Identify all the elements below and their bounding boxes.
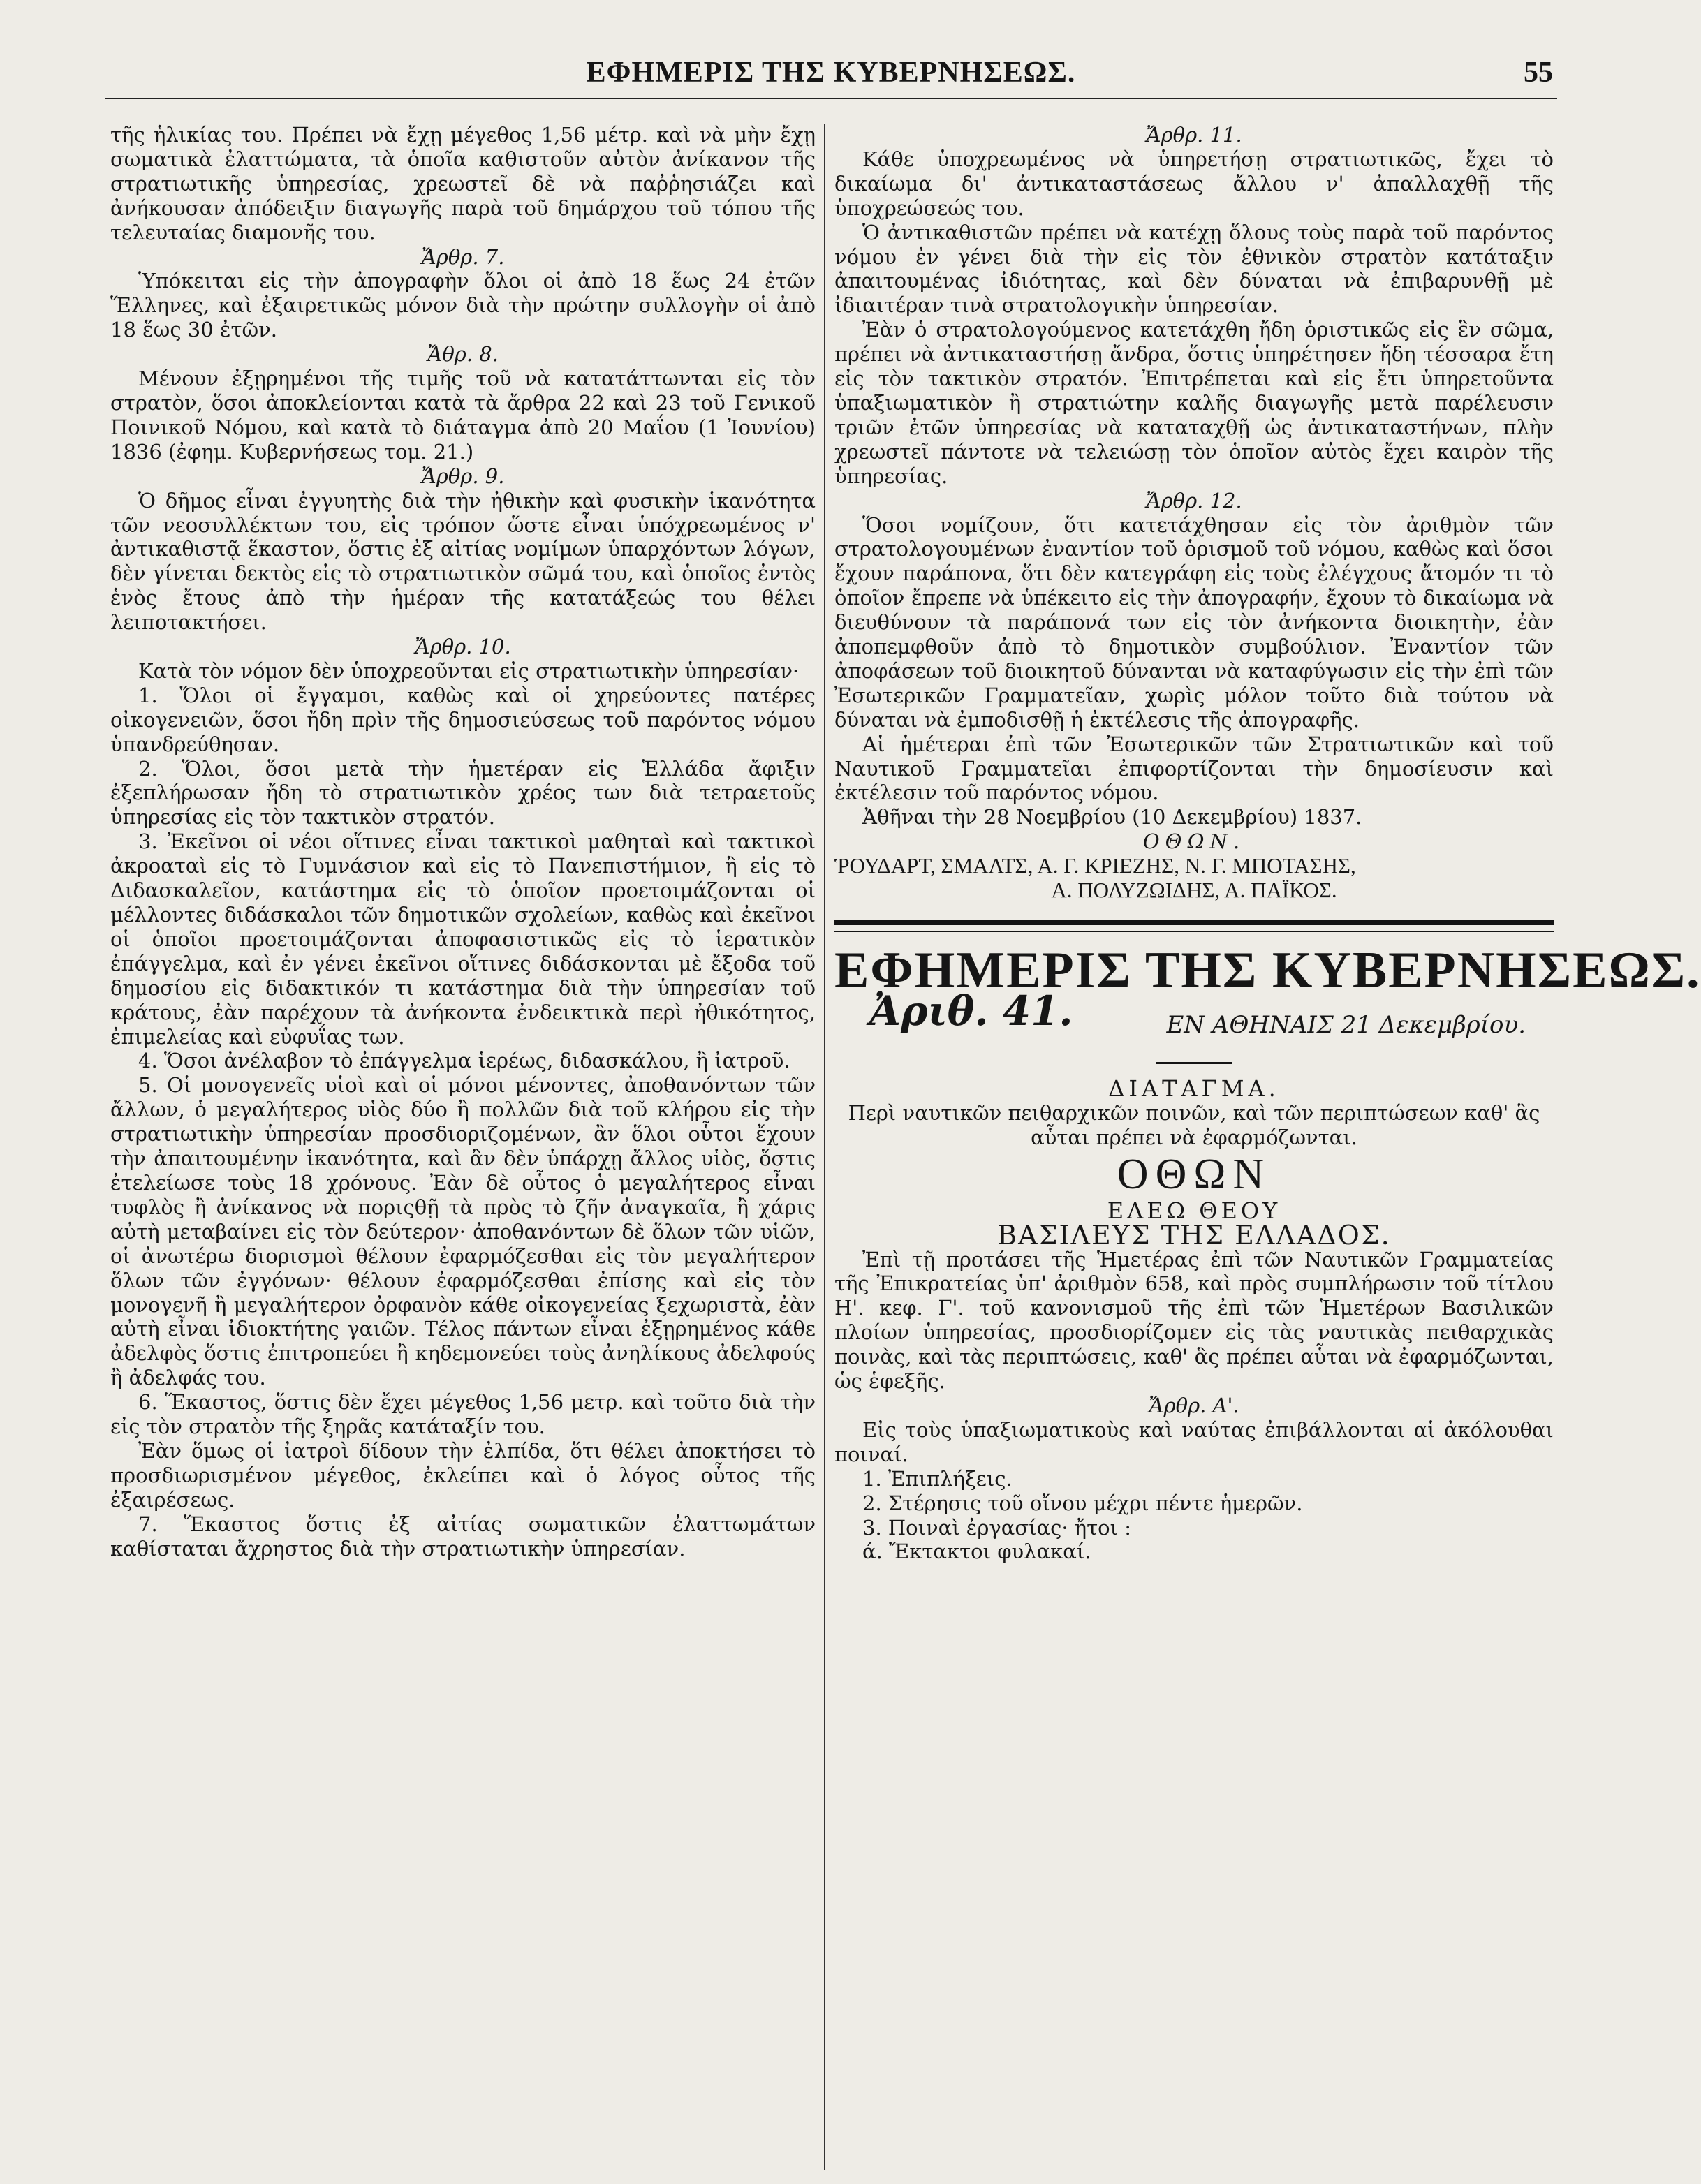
section-rule-thin [834,931,1554,932]
paragraph: Μένουν ἐξῃρημένοι τῆς τιμῆς τοῦ νὰ κατατάττωνται εἰς τὸν στρατὸν, ὅσοι ἀποκλείονται κατὰ τὰ ἄρθρα 22 καὶ 23 τοῦ Γενικοῦ Ποινικοῦ Νόμου, καὶ κατὰ τὸ διάταγμα ἀπὸ 20 Μαΐου (1 Ἰουνίου) 1836 (ἐφημ. Κυβερνήσεως τομ. 21.) [110,367,816,464]
list-item: 2. Ὅλοι, ὅσοι μετὰ τὴν ἡμετέραν εἰς Ἑλλάδα ἄφιξιν ἐξεπλήρωσαν ἤδη τὸ στρατιωτικὸν χρέος των διὰ τετραετοῦς ὑπηρεσίας εἰς τὸν τακτικὸν στρατόν. [110,756,816,829]
paragraph: τῆς ἡλικίας του. Πρέπει νὰ ἔχῃ μέγεθος 1,56 μέτρ. καὶ νὰ μὴν ἔχῃ σωματικὰ ἐλαττώματα, τὰ ὁποῖα καθιστοῦν αὐτὸν ἀνίκανον τῆς στρατιωτικῆς ὑπηρεσίας, χρεωστεῖ δὲ νὰ παῤῥησιάζει καὶ ἀνήκουσαν ἀπόδειξιν διαγωγῆς παρὰ τοῦ δημάρχου τοῦ τόπου τῆς τελευταίας διαμονῆς του. [110,123,816,244]
article-heading: Ἄρθρ. 9. [421,464,505,488]
paragraph: Αἱ ἡμέτεραι ἐπὶ τῶν Ἐσωτερικῶν τῶν Στρατιωτικῶν καὶ τοῦ Ναυτικοῦ Γραμματεῖαι ἐπιφορτίζονται τὴν δημοσίευσιν καὶ ἐκτέλεσιν τοῦ παρόντος νόμου. [834,732,1554,805]
list-item: 4. Ὅσοι ἀνέλαβον τὸ ἐπάγγελμα ἱερέως, διδασκάλου, ἢ ἰατροῦ. [138,1049,790,1073]
issue-date: ΕΝ ΑΘΗΝΑΙΣ 21 Δεκεμβρίου. [1166,1011,1526,1039]
list-item: 3. Ποιναὶ ἐργασίας· ἤτοι : [862,1515,1132,1540]
article-heading: Ἄρθρ. 12. [1146,488,1242,512]
list-item: 2. Στέρησις τοῦ οἴνου μέχρι πέντε ἡμερῶν. [862,1491,1303,1515]
right-column [834,123,1701,1564]
decree-subject: Περὶ ναυτικῶν πειθαρχικῶν ποινῶν, καὶ τῶν περιπτώσεων καθ' ἃς αὗται πρέπει νὰ ἐφαρμόζωνται. [848,1100,1540,1149]
section-rule-thick [834,920,1554,925]
header-rule [105,98,1557,99]
article-heading: Ἄρθρ. 11. [1146,123,1242,147]
page-header [105,56,1557,98]
left-column [110,123,816,1560]
paragraph: Ἐὰν ὅμως οἱ ἰατροὶ δίδουν τὴν ἐλπίδα, ὅτι θέλει ἀποκτήσει τὸ προσδιωρισμένον μέγεθος, ἐκλείπει καὶ ὁ λόγος οὗτος τῆς ἐξαιρέσεως. [110,1438,816,1512]
paragraph: Ὅσοι νομίζουν, ὅτι κατετάχθησαν εἰς τὸν ἀριθμὸν τῶν στρατολογουμένων ἐναντίον τοῦ ὁρισμοῦ τοῦ νόμου, καθὼς καὶ ὅσοι ἔχουν παράπονα, ὅτι δὲν κατεγράφη εἰς τοὺς ἐλέγχους ἄτομόν τι τὸ ὁποῖον ἔπρεπε νὰ ὑπέκειτο εἰς τὴν ἀπογραφήν, ἔχουν τὸ δικαίωμα νὰ διευθύνουν τὰ παράπονά των εἰς τὸν ἀνήκοντα διοικητὴν, ἐὰν ἀποπεμφθοῦν ἀπὸ τὸ δημοτικὸν συμβούλιον. Ἐναντίον τῶν ἀποφάσεων τοῦ διοικητοῦ δύνανται νὰ καταφύγωσιν εἰς τὴν ἐπὶ τῶν Ἐσωτερικῶν Γραμματεῖαν, χωρὶς μόλον τοῦτο διὰ τούτου νὰ δύναται νὰ ἐμποδισθῇ ἡ ἐκτέλεσις τῆς ἀπογραφῆς. [834,512,1554,732]
page-number: 55 [1524,57,1553,89]
issue-line [834,987,1554,1052]
decree-title: ΔΙΑΤΑΓΜΑ. [1108,1075,1280,1102]
eleo-theou: ΕΛΕΩ ΘΕΟΥ [1107,1197,1281,1224]
short-rule [1156,1062,1232,1064]
king-title: ΒΑΣΙΛΕΥΣ ΤΗΣ ΕΛΛΑΔΟΣ. [997,1219,1391,1250]
list-item: 7. Ἕκαστος ὅστις ἐξ αἰτίας σωματικῶν ἐλαττωμάτων καθίσταται ἄχρηστος διὰ τὴν στρατιωτικὴν ὑπηρεσίαν. [110,1512,816,1560]
paragraph: Ἐὰν ὁ στρατολογούμενος κατετάχθη ἤδη ὁριστικῶς εἰς ἓν σῶμα, πρέπει νὰ ἀντικαταστήσῃ ἄνδρα, ὅστις ὑπηρέτησεν ἤδη τέσσαρα ἔτη εἰς τὸν τακτικὸν στρατόν. Ἐπιτρέπεται καὶ εἰς ἔτι ὑπηρετοῦντα ὑπαξιωματικὸν ἢ στρατιώτην καλῆς διαγωγῆς μετὰ παρέλευσιν τριῶν ἐτῶν ὑπηρεσίας νὰ καταταχθῇ ὡς ἀντικαταστήνων, πλὴν χρεωστεῖ πάντοτε νὰ τελειώσῃ τὸν ὁποῖον αὐτὸς ἔχει καιρὸν τῆς ὑπηρεσίας. [834,318,1554,488]
running-title: ΕΦΗΜΕΡΙΣ ΤΗΣ ΚΥΒΕΡΝΗΣΕΩΣ. [586,57,1076,89]
minister-signatures: Α. ΠΟΛΥΖΩΙΔΗΣ, Α. ΠΑΪΚΟΣ. [1051,878,1337,903]
minister-signatures: ῬΟΥΔΑΡΤ, ΣΜΑΛΤΣ, Α. Γ. ΚΡΙΕΖΗΣ, Ν. Γ. ΜΠΟΤΑΣΗΣ, [834,853,1356,878]
masthead-title: ΕΦΗΜΕΡΙΣ ΤΗΣ ΚΥΒΕΡΝΗΣΕΩΣ. [834,942,1701,999]
article-heading: Ἄρθρ. 7. [421,244,505,269]
paragraph: Κάθε ὑποχρεωμένος νὰ ὑπηρετήσῃ στρατιωτικῶς, ἔχει τὸ δικαίωμα δι' ἀντικαταστάσεως ἄλλου ν' ἀπαλλαχθῇ τῆς ὑποχρεώσεώς του. [834,147,1554,220]
list-item: 1. Ὅλοι οἱ ἔγγαμοι, καθὼς καὶ οἱ χηρεύοντες πατέρες οἰκογενειῶν, ὅσοι ἤδη πρὶν τῆς δημοσιεύσεως τοῦ παρόντος νόμου ὑπανδρεύθησαν. [110,683,816,756]
list-item: 3. Ἐκεῖνοι οἱ νέοι οἵτινες εἶναι τακτικοὶ μαθηταὶ καὶ τακτικοὶ ἀκροαταὶ εἰς τὸ Γυμνάσιον καὶ εἰς τὸ Πανεπιστήμιον, ἢ εἰς τὸ Διδασκαλεῖον, κατάστημα εἰς τὸ ὁποῖον προετοιμάζονται οἱ μέλλοντες διδάσκαλοι τῶν δημοτικῶν σχολείων, καθὼς καὶ ἐκεῖνοι οἱ ὁποῖοι προετοιμάζονται ἀποφασιστικῶς εἰς τὸ ἱερατικὸν ἐπάγγελμα, καὶ ἐν γένει ἐκεῖνοι οἵτινες διδάσκονται μὲ ἔξοδα τοῦ δημοσίου εἰς διδακτικόν τι κατάστημα διὰ τὴν ὑπηρεσίαν τοῦ κράτους, ἐὰν παρέχουν τὰ ἀνήκοντα ἐνδεικτικὰ περὶ ἠθικότητος, ἐπιμελείας καὶ εὐφυΐας των. [110,829,816,1049]
paragraph: Ὁ ἀντικαθιστῶν πρέπει νὰ κατέχῃ ὅλους τοὺς παρὰ τοῦ παρόντος νόμου ἐν γένει διὰ τὴν εἰς τὸν ἐθνικὸν στρατὸν κατάταξιν ἀπαιτουμένας ἰδιότητας, καὶ δὲν δύναται νὰ ἐπιβαρυνθῇ μὲ ἰδιαιτέραν τινὰ στρατολογικὴν ὑπηρεσίαν. [834,220,1554,318]
paragraph: Ἐπὶ τῇ προτάσει τῆς Ἡμετέρας ἐπὶ τῶν Ναυτικῶν Γραμματείας τῆς Ἐπικρατείας ὑπ' ἀριθμὸν 658, καὶ πρὸς συμπλήρωσιν τοῦ τίτλου Η'. κεφ. Γ'. τοῦ κανονισμοῦ τῆς ἐπὶ τῶν Ἡμετέρων Βασιλικῶν πλοίων ὑπηρεσίας, προσδιορίζομεν εἰς τὰς ναυτικὰς πειθαρχικὰς ποινὰς, καὶ τὰς περιπτώσεις, καθ' ἃς πρέπει αὗται νὰ ἐφαρμόζωνται, ὡς ἑφεξῆς. [834,1247,1554,1394]
column-divider [824,124,825,2170]
list-item: 1. Ἐπιπλήξεις. [862,1466,1012,1491]
article-heading: Ἄθρ. 8. [427,342,499,367]
article-heading: Ἄρθρ. 10. [415,635,511,659]
article-heading: Ἄρθρ. Α'. [1149,1393,1239,1417]
king-signature: ΟΘΩΝ. [1142,829,1246,854]
issue-number: Ἀριθ. 41. [869,987,1073,1035]
list-item: 6. Ἕκαστος, ὅστις δὲν ἔχει μέγεθος 1,56 μετρ. καὶ τοῦτο διὰ τὴν εἰς τὸν στρατὸν τῆς ξηρᾶς κατάταξίν του. [110,1390,816,1439]
paragraph: Εἰς τοὺς ὑπαξιωματικοὺς καὶ ναύτας ἐπιβάλλονται αἱ ἀκόλουθαι ποιναί. [834,1417,1554,1466]
list-item: ά. Ἔκτακτοι φυλακαί. [862,1540,1091,1564]
paragraph: Ὑπόκειται εἰς τὴν ἀπογραφὴν ὅλοι οἱ ἀπὸ 18 ἕως 24 ἐτῶν Ἕλληνες, καὶ ἐξαιρετικῶς μόνον διὰ τὴν πρώτην συλλογὴν οἱ ἀπὸ 18 ἕως 30 ἐτῶν. [110,269,816,342]
list-item: 5. Οἱ μονογενεῖς υἱοὶ καὶ οἱ μόνοι μένοντες, ἀποθανόντων τῶν ἄλλων, ὁ μεγαλήτερος υἱὸς δύο ἢ πολλῶν διὰ τοῦ κλήρου εἰς τὴν στρατιωτικὴν ὑπηρεσίαν προσδιοριζομένων, ἂν ὅλοι οὗτοι ἔχουν τὴν ἀπαιτουμένην ἱκανότητα, καὶ ἂν δὲν ὑπάρχῃ ἄλλος υἱὸς, ὅστις ἐτελείωσε τοὺς 18 χρόνους. Ἐὰν δὲ οὗτος ὁ μεγαλήτερος εἶναι τυφλὸς ἢ ἀνίκανος νὰ ποριςθῇ τὰ πρὸς τὸ ζῆν ἀναγκαῖα, ἢ χάρις αὐτὴ μεταβαίνει εἰς τὸν δεύτερον· ἀποθανόντων δὲ ὅλων τῶν υἱῶν, οἱ ἀνωτέρω διορισμοὶ θέλουν ἐφαρμόζεσθαι εἰς τὸν μεγαλήτερον ὅλων τῶν ἐγγόνων· θέλουν ἐφαρμόζεσθαι ἐπίσης καὶ εἰς τὸν μονογενῆ ἢ μεγαλήτερον ὀρφανὸν κάθε οἰκογενείας ξεχωριστὰ, ἐὰν αὐτὴ εἶναι ἰδιοκτήτης γαιῶν. Τέλος πάντων εἶναι ἐξῃρημένος κάθε ἀδελφὸς ὅστις ἐπιτροπεύει ἢ κηδεμονεύει τοὺς ἀνηλίκους ἀδελφούς ἢ ἀδελφάς του. [110,1073,816,1390]
paragraph: Ὁ δῆμος εἶναι ἐγγυητὴς διὰ τὴν ἠθικὴν καὶ φυσικὴν ἱκανότητα τῶν νεοσυλλέκτων του, εἰς τρόπον ὥστε εἶναι ὑπόχρεωμένος ν' ἀντικαθιστᾷ ἕκαστον, ὅστις ἐξ αἰτίας νομίμων ὑπαρχόντων λόγων, δὲν γίνεται δεκτὸς εἰς τὸ στρατιωτικὸν σῶμά του, καὶ ὁποῖος ἐντὸς ἑνὸς ἔτους ἀπὸ τὴν ἡμέραν τῆς κατατάξεώς του θέλει λειποτακτήσει. [110,488,816,635]
paragraph: Κατὰ τὸν νόμον δὲν ὑποχρεοῦνται εἰς στρατιωτικὴν ὑπηρεσίαν· [138,658,800,683]
king-name: ΟΘΩΝ [1117,1150,1272,1198]
date-line: Ἀθῆναι τὴν 28 Νοεμβρίου (10 Δεκεμβρίου) 1837. [862,805,1362,829]
